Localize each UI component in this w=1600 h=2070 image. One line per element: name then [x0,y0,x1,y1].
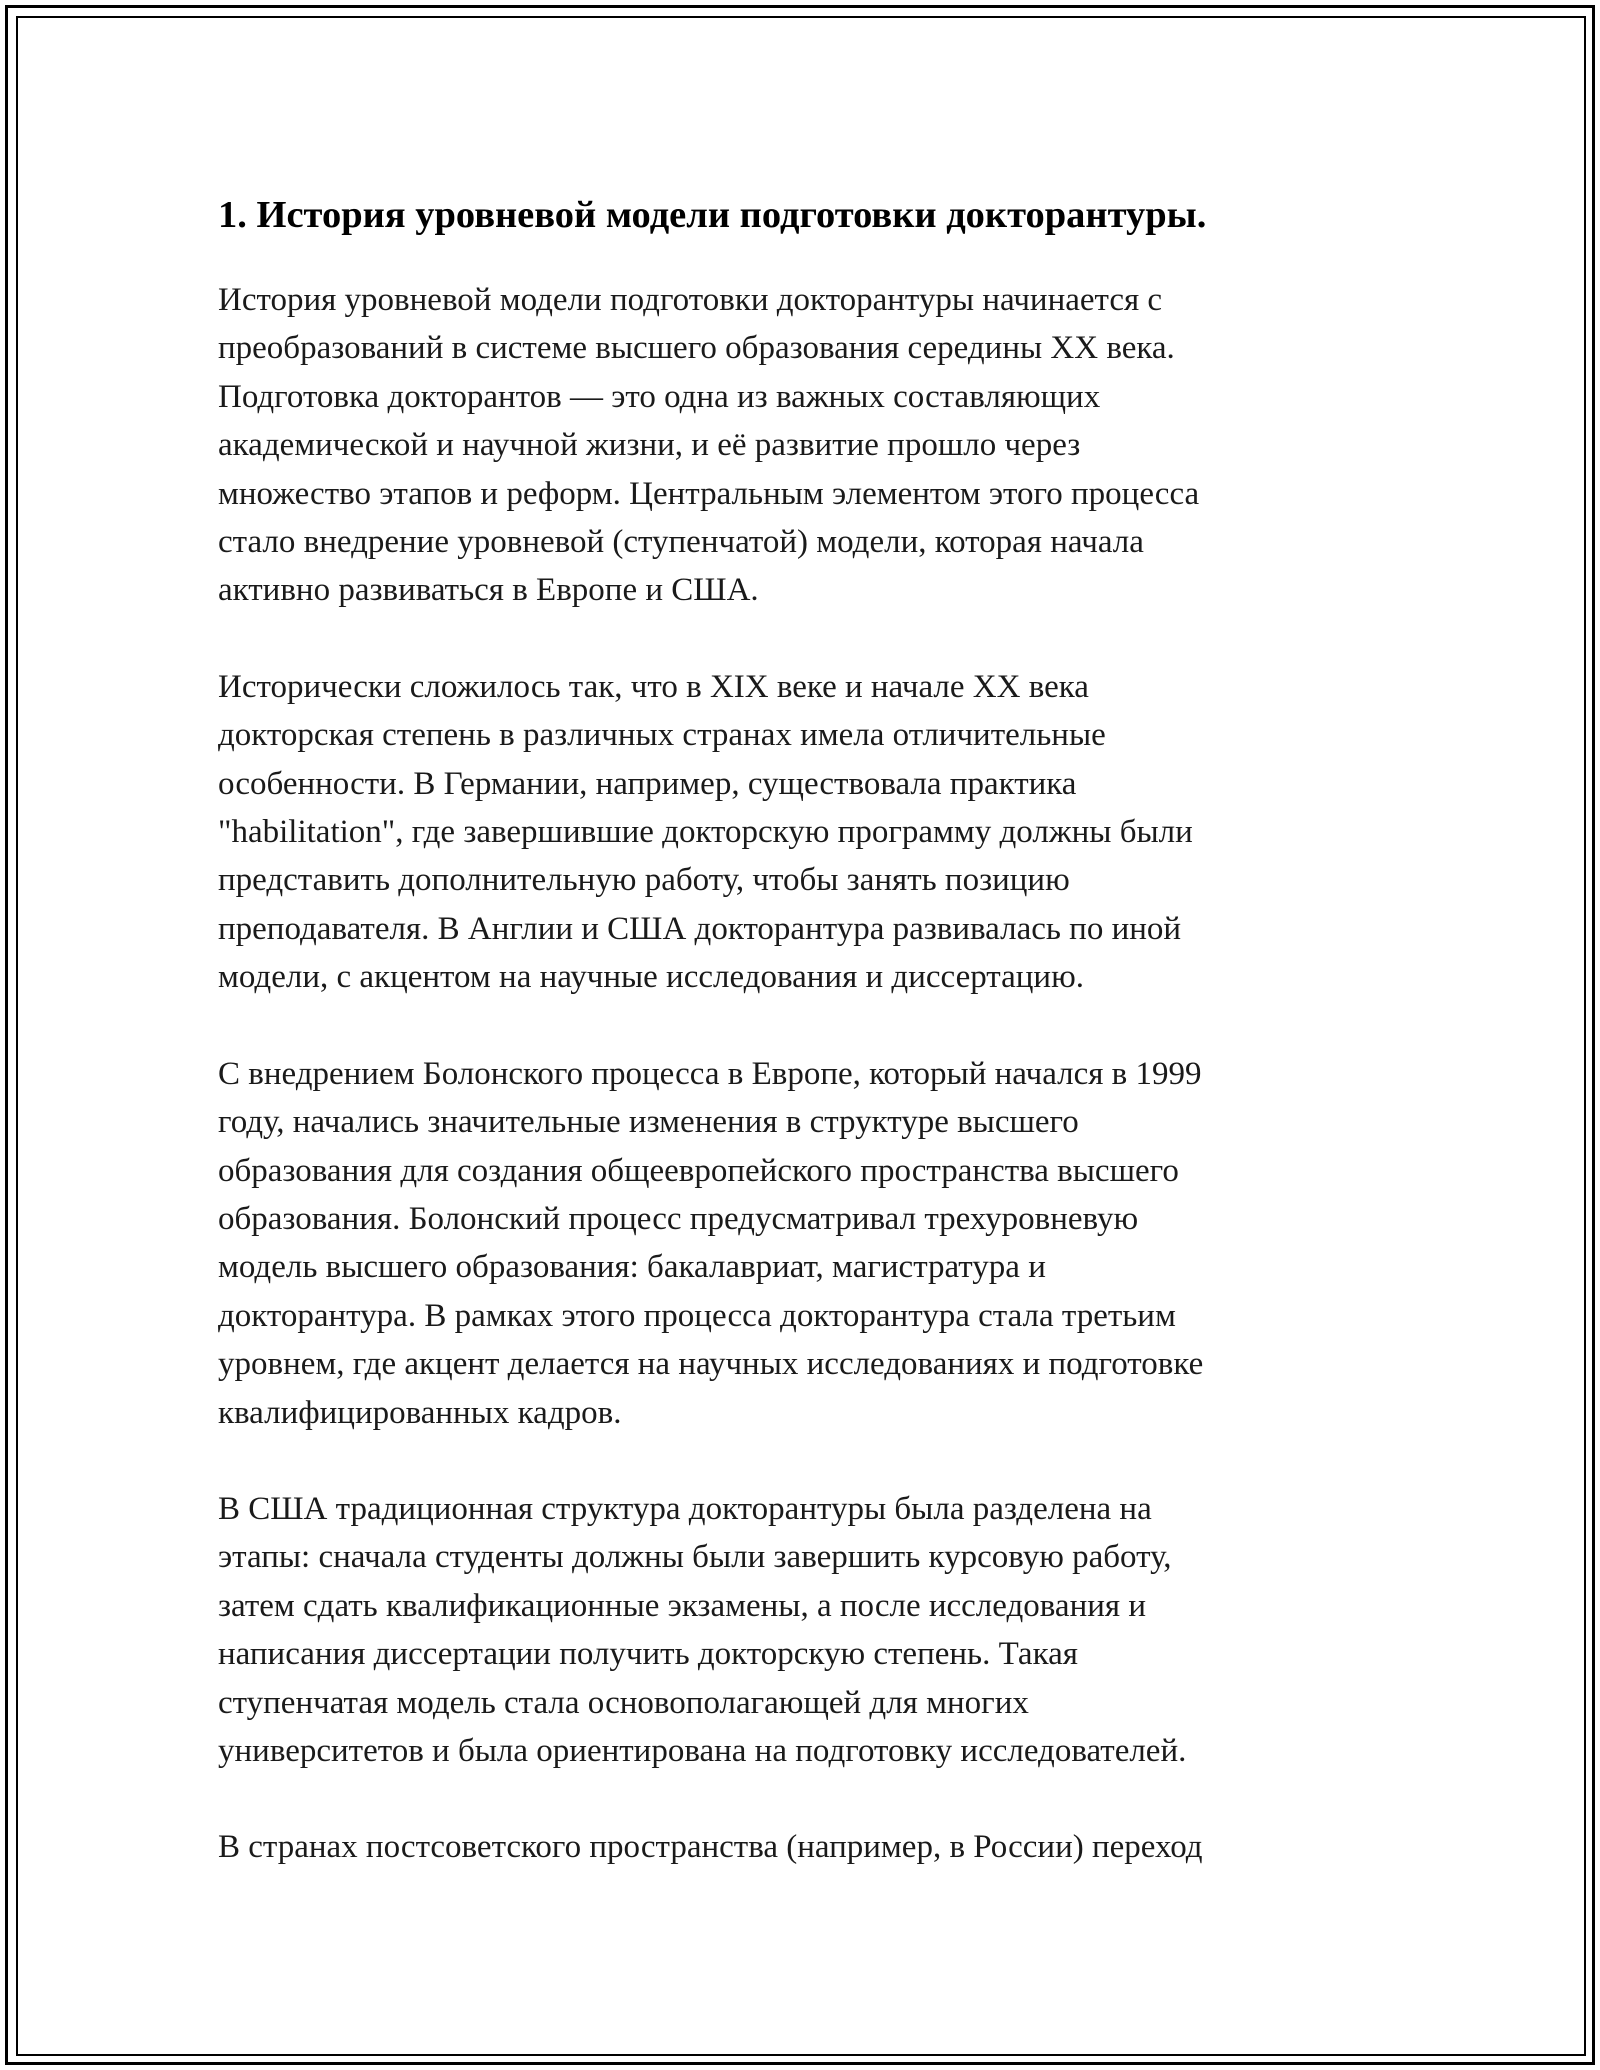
text-line: ступенчатая модель стала основополагающей для многих [218,1684,1029,1721]
text-line: образования. Болонский процесс предусматривал трехуровневую [218,1200,1139,1237]
document-body [218,185,1348,1920]
text-line: написания диссертации получить докторскую степень. Такая [218,1636,1078,1673]
text-line: представить дополнительную работу, чтобы занять позицию [218,862,1070,899]
text-line: уровнем, где акцент делается на научных исследованиях и подготовке [218,1346,1204,1383]
text-line: образования для создания общеевропейского пространства высшего [218,1152,1179,1189]
text-line: стало внедрение уровневой (ступенчатой) модели, которая начала [218,524,1144,561]
text-line: активно развиваться в Европе и США. [218,572,759,609]
text-line: затем сдать квалификационные экзамены, а после исследования и [218,1587,1146,1624]
text-line: докторантура. В рамках этого процесса докторантура стала третьим [218,1297,1176,1334]
paragraph-3 [218,1050,1348,1437]
text-line: "habilitation", где завершившие докторскую программу должны были [218,814,1193,851]
text-line: В странах постсоветского пространства (например, в России) переход [218,1829,1203,1866]
section-heading: 1. История уровневой модели подготовки докторантуры. [218,194,1207,236]
text-line: В США традиционная структура докторантуры была разделена на [218,1490,1152,1527]
text-line: преподавателя. В Англии и США докторантура развивалась по иной [218,910,1182,947]
text-line: С внедрением Болонского процесса в Европе, который начался в 1999 [218,1055,1202,1092]
text-line: множество этапов и реформ. Центральным элементом этого процесса [218,475,1200,512]
text-line: особенности. В Германии, например, существовала практика [218,765,1077,802]
text-line: История уровневой модели подготовки докторантуры начинается с [218,282,1163,318]
text-line: университетов и была ориентирована на подготовку исследователей. [218,1732,1187,1769]
text-line: модели, с акцентом на научные исследования и диссертацию. [218,959,1084,996]
text-line: академической и научной жизни, и её развитие прошло через [218,427,1081,464]
text-line: модель высшего образования: бакалавриат, магистратура и [218,1249,1046,1286]
text-line: Подготовка докторантов — это одна из важных составляющих [218,378,1101,415]
text-line: этапы: сначала студенты должны были завершить курсовую работу, [218,1539,1172,1576]
text-line: Исторически сложилось так, что в XIX веке и начале XX века [218,668,1089,705]
paragraph-5 [218,1823,1348,1871]
text-line: преобразований в системе высшего образования середины XX века. [218,330,1175,367]
text-line: квалифицированных кадров. [218,1394,622,1431]
paragraph-2 [218,663,1348,1002]
paragraph-1 [218,276,1348,615]
text-line: году, начались значительные изменения в структуре высшего [218,1104,1079,1141]
text-line: докторская степень в различных странах имела отличительные [218,717,1106,754]
paragraph-4 [218,1485,1348,1775]
